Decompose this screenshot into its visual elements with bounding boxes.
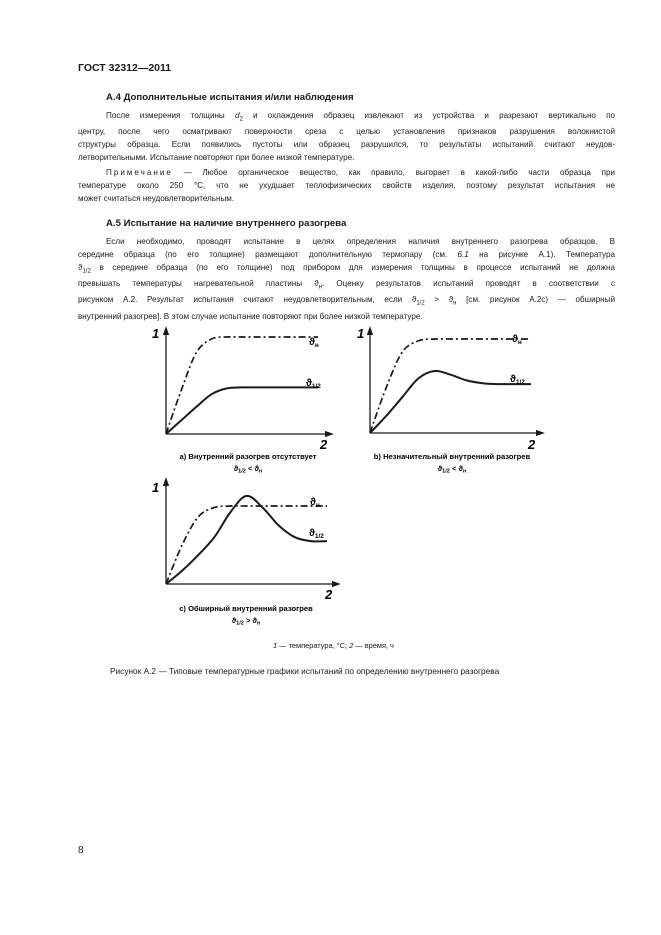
panel-a-relation: ϑ1/2 < ϑн xyxy=(233,464,263,475)
curve-mid-temp xyxy=(370,371,531,433)
a4-note-line-1: Примечание — Любое органическое вещество, как правило, выгорает в какой-либо части образца при xyxy=(106,168,615,177)
curve-label-heater: $ϑ_н$ xyxy=(512,334,522,346)
chart-panel-a xyxy=(152,326,330,475)
a4-note-line-2: температуре около 250 °С, что не ухудшает теплофизических свойств изделия, поэтому результат испытания не xyxy=(78,180,615,190)
chart-panel-c xyxy=(152,480,337,627)
document-header: ГОСТ 32312—2011 xyxy=(78,62,172,74)
curve-label-mid: $ϑ_{1/2}$ xyxy=(510,374,525,386)
panel-c-relation: ϑ1/2 > ϑн xyxy=(231,616,261,627)
curve-heater-temp xyxy=(166,506,327,584)
x-axis-label: 2 xyxy=(325,587,333,602)
x-axis-label: 2 xyxy=(320,437,328,452)
a5-line-6: внутренний разогрев]. В этом случае испытание повторяют при более низкой температуре. xyxy=(78,311,423,321)
curve-heater-temp xyxy=(370,339,531,433)
curve-mid-temp xyxy=(166,496,327,584)
chart-panel-b xyxy=(357,326,541,475)
a4-line-2: центру, после чего осматривают поверхности среза с целью установления признаков разрушения волокнистой xyxy=(78,127,615,137)
section-a5-title: А.5 Испытание на наличие внутреннего разогрева xyxy=(106,218,347,229)
y-axis-label: 1 xyxy=(152,480,160,495)
a5-line-2: середине образца (по его толщине) размещают дополнительную термопару (см. 6.1 на рисунке А.1). Температура xyxy=(78,249,615,259)
panel-a-caption: а) Внутренний разогрев отсутствует xyxy=(179,452,317,461)
curve-label-mid: $ϑ_{1/2}$ xyxy=(306,378,321,390)
a5-line-1: Если необходимо, проводят испытание в целях определения наличия внутреннего разогрева образцов. В xyxy=(106,237,615,246)
a4-line-1: После измерения толщины $d_2$ и охлаждения образец извлекают из устройства и разрезают вертикально по xyxy=(106,111,615,123)
curve-label-heater: $ϑ_н$ xyxy=(309,337,319,349)
curve-heater-temp xyxy=(166,337,318,434)
a4-note-line-3: может считаться неудовлетворительным. xyxy=(78,193,235,203)
page-number: 8 xyxy=(78,845,84,856)
curve-label-mid: $ϑ_{1/2}$ xyxy=(309,528,324,540)
a5-line-3: $ϑ_{1/2}$ в середине образца (по его толщине) под прибором для измерения толщины в процессе испытаний не должна xyxy=(78,262,615,275)
y-axis-label: 1 xyxy=(152,326,160,341)
note-label: Примечание xyxy=(106,168,173,177)
figure-caption: Рисунок А.2 — Типовые температурные графики испытаний по определению внутреннего разогрева xyxy=(110,666,500,676)
curve-mid-temp xyxy=(166,387,318,434)
y-axis-label: 1 xyxy=(357,326,365,341)
a4-line-4: летворительными. Испытание повторяют при более низкой температуре. xyxy=(78,153,355,162)
a5-line-4: превышать температуры нагревательной пластины $ϑ_н$. Оценку результатов испытаний проводят в соответствии с xyxy=(78,279,615,291)
figure-legend: 1 — температура, °С; 2 — время, ч xyxy=(273,641,394,650)
panel-b-caption: b) Незначительный внутренний разогрев xyxy=(373,452,531,461)
panel-c-caption: с) Обширный внутренний разогрев xyxy=(179,604,313,613)
curve-label-heater: $ϑ_н$ xyxy=(310,497,320,509)
panel-b-relation: ϑ1/2 < ϑн xyxy=(437,464,467,475)
a5-line-5: рисунком А.2. Результат испытания считают неудовлетворительным, если $ϑ_{1/2} > ϑ_н$ [см. рисунок А.2с) — обширный xyxy=(78,295,615,308)
section-a4-title: А.4 Дополнительные испытания и/или наблюдения xyxy=(106,92,354,103)
a4-line-3: структуры образца. Если появились пустоты или образец разрушился, то результаты испытаний считают неудов- xyxy=(78,140,615,150)
x-axis-label: 2 xyxy=(528,437,536,452)
